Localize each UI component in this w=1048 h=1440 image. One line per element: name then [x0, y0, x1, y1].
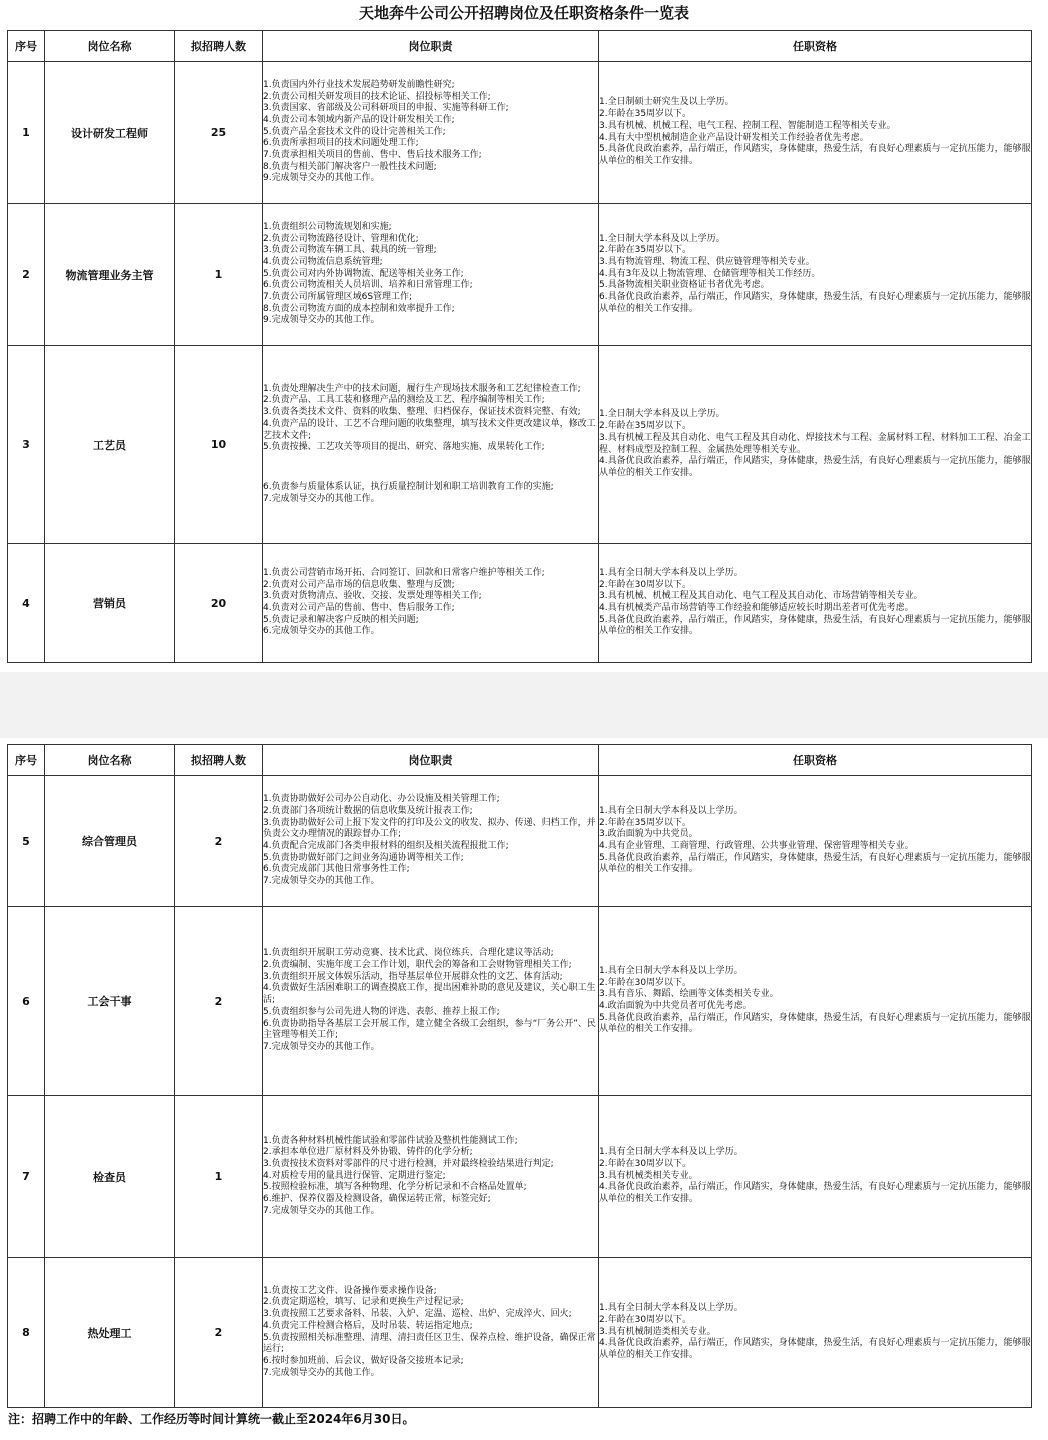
duties-cell: [263, 346, 599, 544]
headcount: 10: [175, 346, 263, 544]
duty-item: 1.负责国内外行业技术发展趋势研发前瞻性研究;: [263, 79, 455, 90]
duty-item: 4.对质检专用的量具进行保管、定期进行鉴定;: [263, 1170, 446, 1181]
qualifications-cell: [599, 204, 1032, 346]
table-row: [8, 907, 1032, 1096]
duty-item: 9.完成领导交办的其他工作。: [263, 173, 380, 184]
table-row: [8, 1258, 1032, 1408]
duty-item: 2.负责公司物流路径设计、管理和优化;: [263, 233, 419, 244]
table-header-row: [8, 31, 1032, 62]
row-number: 7: [8, 1096, 45, 1258]
qualification-item: 1.全日制大学本科及以上学历。: [599, 409, 725, 420]
duty-item: 3.负责协助做好公司上报下发文件的打印及公文的收发、拟办、传递、归档工作，并负责公文办理情况的跟踪督办工作;: [263, 817, 596, 840]
duty-item: 6.负责所承担项目的技术问题处理工作;: [263, 138, 419, 149]
duty-item: 2.负责对公司产品市场的信息收集、整理与反馈;: [263, 579, 455, 590]
qualifications-cell: [599, 346, 1032, 544]
table-row: [8, 204, 1032, 346]
qualification-item: 1.全日制大学本科及以上学历。: [599, 233, 725, 244]
duty-item: 8.负责与相关部门解决客户一般性技术问题;: [263, 161, 437, 172]
duty-item: 1.负责组织公司物流规划和实施;: [263, 221, 392, 232]
duty-item: 3.负责各类技术文件、资料的收集、整理、归档保存，保证技术资料完整、有效;: [263, 407, 581, 418]
qualification-item: 1.全日制硕士研究生及以上学历。: [599, 97, 734, 108]
duty-item: 4.负责对公司产品的售前、售中、售后服务工作;: [263, 603, 455, 613]
duty-item: 7.完成领导交办的其他工作。: [263, 1367, 380, 1378]
header-number: 序号: [8, 745, 45, 776]
duty-item: 7.负责承担相关项目的售前、售中、售后技术服务工作;: [263, 150, 482, 161]
row-number: 1: [8, 62, 45, 204]
duties-cell: [263, 776, 599, 907]
duty-item: 5.负责组织参与公司先进人物的评选、表彰、推荐上报工作;: [263, 1006, 500, 1017]
qualification-item: 4.具有大中型机械制造企业产品设计研发相关工作经验者优先考虑。: [599, 132, 869, 143]
duty-item: 1.负责组织开展职工劳动竞赛、技术比武、岗位练兵、合理化建议等活动;: [263, 948, 554, 959]
qualification-item: 5.具备物流相关职业资格证书者优先考虑。: [599, 280, 770, 291]
qualifications-cell: [599, 907, 1032, 1096]
duty-item: 6.负责参与质量体系认证，执行质量控制计划和职工培训教育工作的实施;: [263, 481, 554, 492]
qualification-item: 1.具有全日制大学本科及以上学历。: [599, 567, 743, 578]
headcount: 1: [175, 204, 263, 346]
qualification-item: 5.具备优良政治素养，品行端正，作风踏实，身体健康，热爱生活，有良好心理素质与一定抗压能力，能够服从单位的相关工作安排。: [599, 852, 1031, 875]
qualification-item: 5.具备优良政治素养，品行端正，作风踏实，身体健康，热爱生活，有良好心理素质与一定抗压能力，能够服从单位的相关工作安排。: [599, 1012, 1031, 1035]
duty-item: 1.负责协助做好公司办公自动化、办公设施及相关管理工作;: [263, 794, 500, 805]
position-name: 物流管理业务主管: [45, 204, 175, 346]
position-name: 设计研发工程师: [45, 62, 175, 204]
row-number: 3: [8, 346, 45, 544]
duty-item: 7.完成领导交办的其他工作。: [263, 1205, 380, 1216]
headcount: 20: [175, 544, 263, 663]
duty-item: 2.负责产品、工具工装和修理产品的测绘及工艺、程序编制等相关工作;: [263, 395, 545, 406]
duty-gap: [263, 454, 598, 482]
headcount: 25: [175, 62, 263, 204]
qualification-item: 3.具有机械、机械工程、电气工程、控制工程、智能制造工程等相关专业。: [599, 120, 896, 131]
qualification-item: 2.年龄在35周岁以下。: [599, 109, 692, 120]
qualification-item: 2.年龄在30周岁以下。: [599, 977, 692, 988]
duty-item: 6.负责协助指导各基层工会开展工作，建立健全各级工会组织，参与“厂务公开”、民主管理等相关工作;: [263, 1018, 596, 1041]
duty-item: 5.负责按操、工艺攻关等项目的提出、研究、落地实施、成果转化工作;: [263, 442, 545, 453]
duty-item: 4.负责配合完成部门各类申报材料的组织及相关流程报批工作;: [263, 841, 509, 851]
position-name: 热处理工: [45, 1258, 175, 1408]
row-number: 8: [8, 1258, 45, 1408]
position-name: 检查员: [45, 1096, 175, 1258]
qualification-item: 2.年龄在30周岁以下。: [599, 579, 692, 590]
duty-item: 7.完成领导交办的其他工作。: [263, 1041, 380, 1052]
header-duties: 岗位职责: [263, 745, 599, 776]
duties-cell: [263, 62, 599, 204]
header-headcount: 拟招聘人数: [175, 31, 263, 62]
qualification-item: 3.具有音乐、舞蹈、绘画等文体类相关专业。: [599, 989, 779, 1000]
qualification-item: 2.年龄在35周岁以下。: [599, 245, 692, 256]
duty-item: 1.负责公司营销市场开拓、合同签订、回款和日常客户维护等相关工作;: [263, 567, 545, 578]
qualification-item: 4.具有机械类产品市场营销等工作经验和能够适应较长时期出差者可优先考虑。: [599, 603, 914, 613]
qualification-item: 5.具备优良政治素养，品行端正，作风踏实，身体健康，热爱生活，有良好心理素质与一定抗压能力，能够服从单位的相关工作安排。: [599, 144, 1031, 166]
duty-item: 2.承担本单位进厂原材料及外协锻、铸件的化学分析;: [263, 1147, 473, 1158]
duty-item: 2.负责公司相关研发项目的技术论证、招投标等相关工作;: [263, 91, 491, 102]
duty-item: 8.负责公司物流方面的成本控制和效率提升工作;: [263, 303, 455, 314]
duty-item: 3.负责国家、省部级及公司科研项目的申报、实施等科研工作;: [263, 103, 509, 114]
header-qualifications: 任职资格: [599, 31, 1032, 62]
table-row: [8, 544, 1032, 663]
qualification-item: 1.具有全日制大学本科及以上学历。: [599, 1303, 743, 1314]
table-row: [8, 346, 1032, 544]
duty-item: 4.负责公司物流信息系统管理;: [263, 256, 383, 267]
duty-item: 5.负责协助做好部门之间业务沟通协调等相关工作;: [263, 852, 464, 863]
qualification-item: 2.年龄在35周岁以下。: [599, 817, 692, 828]
qualifications-cell: [599, 544, 1032, 663]
header-duties: 岗位职责: [263, 31, 599, 62]
qualification-item: 2.年龄在30周岁以下。: [599, 1314, 692, 1325]
table-row: [8, 776, 1032, 907]
qualification-item: 2.年龄在35周岁以下。: [599, 421, 692, 432]
position-name: 营销员: [45, 544, 175, 663]
duty-item: 1.负责按工艺文件、设备操作要求操作设备;: [263, 1285, 437, 1296]
header-qualifications: 任职资格: [599, 745, 1032, 776]
row-number: 5: [8, 776, 45, 907]
duty-item: 9.完成领导交办的其他工作。: [263, 315, 380, 326]
table-header-row: [8, 745, 1032, 776]
qualification-item: 3.具有物流管理、物流工程、供应链管理等相关专业。: [599, 256, 815, 267]
duty-item: 4.负责做好生活困难职工的调查摸底工作，提出困难补助的意见及建议，关心职工生活;: [263, 983, 596, 1006]
qualification-item: 5.具备优良政治素养，品行端正，作风踏实，身体健康，热爱生活，有良好心理素质与一定抗压能力，能够服从单位的相关工作安排。: [599, 614, 1031, 637]
header-number: 序号: [8, 31, 45, 62]
qualification-item: 3.政治面貌为中共党员。: [599, 829, 698, 840]
table-row: [8, 1096, 1032, 1258]
qualification-item: 1.具有全日制大学本科及以上学历。: [599, 1147, 743, 1158]
qualifications-cell: [599, 1096, 1032, 1258]
qualifications-cell: [599, 776, 1032, 907]
recruitment-table-part-2: [7, 744, 1032, 1408]
duty-item: 4.负责产品的设计、工艺不合理问题的收集整理，填写技术文件更改建议单，修改工艺技术文件;: [263, 418, 596, 441]
duty-item: 5.负责公司对内外协调物流、配送等相关业务工作;: [263, 268, 464, 279]
qualification-item: 4.具备优良政治素养，品行端正，作风踏实，身体健康，热爱生活，有良好心理素质与一定抗压能力，能够服从单位的相关工作安排。: [599, 456, 1031, 478]
duties-cell: [263, 544, 599, 663]
duty-item: 3.负责按技术资料对零部件的尺寸进行检测，并对最终检验结果进行判定;: [263, 1158, 554, 1169]
duty-item: 6.负责完成部门其他日常事务性工作;: [263, 864, 410, 875]
position-name: 综合管理员: [45, 776, 175, 907]
duty-item: 7.完成领导交办的其他工作。: [263, 876, 380, 887]
position-name: 工艺员: [45, 346, 175, 544]
qualification-item: 4.政治面貌为中共党员者可优先考虑。: [599, 1001, 752, 1011]
duty-item: 1.负责处理解决生产中的技术问题，履行生产现场技术服务和工艺纪律检查工作;: [263, 383, 581, 394]
duty-item: 3.负责组织开展文体娱乐活动，指导基层单位开展群众性的文艺、体育活动;: [263, 971, 563, 982]
duty-item: 4.负责公司本领域内新产品的设计研发相关工作;: [263, 114, 455, 125]
document-title: 天地奔牛公司公开招聘岗位及任职资格条件一览表: [358, 4, 689, 22]
duty-item: 3.负责按照工艺要求备料、吊装、入炉、定温、巡检、出炉、完成淬火、回火;: [263, 1309, 572, 1320]
page-break: [0, 672, 1048, 738]
duty-item: 5.负责记录和解决客户反映的相关问题;: [263, 614, 419, 625]
footnote: 注：招聘工作中的年龄、工作经历等时间计算统一截止至2024年6月30日。: [8, 1412, 415, 1426]
qualification-item: 3.具有机械工程及其自动化、电气工程及其自动化、焊接技术与工程、金属材料工程、材料加工工程、冶金工程、材料成型及控制工程、金属热处理等相关专业。: [599, 432, 1031, 455]
qualification-item: 4.具有3年及以上物流管理、仓储管理等相关工作经历。: [599, 268, 821, 279]
duty-item: 6.按时参加班前、后会议，做好设备交接班本记录;: [263, 1355, 464, 1366]
qualifications-cell: [599, 62, 1032, 204]
qualification-item: 1.具有全日制大学本科及以上学历。: [599, 805, 743, 816]
headcount: 1: [175, 1096, 263, 1258]
row-number: 6: [8, 907, 45, 1096]
qualification-item: 6.具备优良政治素养，品行端正，作风踏实，身体健康，热爱生活，有良好心理素质与一定抗压能力，能够服从单位的相关工作安排。: [599, 292, 1031, 314]
duty-item: 6.完成领导交办的其他工作。: [263, 626, 380, 637]
duty-item: 5.负责按照相关标准整理、清理、清扫责任区卫生、保养点检、维护设备，确保正常运行;: [263, 1332, 596, 1355]
duty-item: 5.按照检验标准，填写各种物理、化学分析记录和不合格品处置单;: [263, 1182, 527, 1193]
duty-item: 2.负责定期巡检，填写、记录和更换生产过程记录;: [263, 1297, 464, 1308]
duty-item: 2.负责部门各项统计数据的信息收集及统计报表工作;: [263, 805, 473, 816]
table-row: [8, 62, 1032, 204]
duty-item: 3.负责公司物流车辆工具、载具的统一管理;: [263, 245, 437, 256]
duties-cell: [263, 1096, 599, 1258]
duty-item: 6.维护、保养仪器及检测设备，确保运转正常，标签完好;: [263, 1194, 491, 1205]
row-number: 2: [8, 204, 45, 346]
duty-item: 7.完成领导交办的其他工作。: [263, 493, 380, 504]
qualification-item: 3.具有机械、机械工程及其自动化、电气工程及其自动化、市场营销等相关专业。: [599, 591, 923, 602]
header-headcount: 拟招聘人数: [175, 745, 263, 776]
duty-item: 3.负责对货物清点、验收、交接、发票处理等相关工作;: [263, 591, 482, 602]
duty-item: 1.负责各种材料机械性能试验和零部件试验及整机性能测试工作;: [263, 1135, 518, 1146]
duty-item: 4.负责完工件检测合格后，及时吊装、转运指定地点;: [263, 1320, 473, 1331]
duty-item: 7.负责公司所属管理区域6S管理工作;: [263, 292, 413, 303]
headcount: 2: [175, 907, 263, 1096]
duties-cell: [263, 907, 599, 1096]
qualification-item: 1.具有全日制大学本科及以上学历。: [599, 965, 743, 976]
headcount: 2: [175, 1258, 263, 1408]
qualification-item: 4.具备优良政治素养，品行端正，作风踏实，身体健康，热爱生活，有良好心理素质与一定抗压能力，能够服从单位的相关工作安排。: [599, 1338, 1031, 1361]
qualification-item: 3.具有机械类相关专业。: [599, 1170, 698, 1181]
headcount: 2: [175, 776, 263, 907]
header-position-name: 岗位名称: [45, 31, 175, 62]
row-number: 4: [8, 544, 45, 663]
duty-item: 2.负责编制、实施年度工会工作计划，职代会的筹备和工会财物管理相关工作;: [263, 960, 572, 971]
qualification-item: 3.具有机械制造类相关专业。: [599, 1326, 716, 1337]
duty-item: 6.负责公司物流相关人员培训、培养和日常管理工作;: [263, 280, 473, 291]
qualification-item: 2.年龄在30周岁以下。: [599, 1158, 692, 1169]
qualifications-cell: [599, 1258, 1032, 1408]
qualification-item: 4.具有企业管理、工商管理、行政管理、公共事业管理、保密管理等相关专业。: [599, 841, 914, 851]
position-name: 工会干事: [45, 907, 175, 1096]
qualification-item: 4.具备优良政治素养，品行端正，作风踏实，身体健康，热爱生活，有良好心理素质与一定抗压能力，能够服从单位的相关工作安排。: [599, 1182, 1031, 1205]
duty-item: 5.负责产品全套技术文件的设计完善相关工作;: [263, 126, 446, 137]
recruitment-table-part-1: [7, 30, 1032, 663]
header-position-name: 岗位名称: [45, 745, 175, 776]
duties-cell: [263, 204, 599, 346]
duties-cell: [263, 1258, 599, 1408]
